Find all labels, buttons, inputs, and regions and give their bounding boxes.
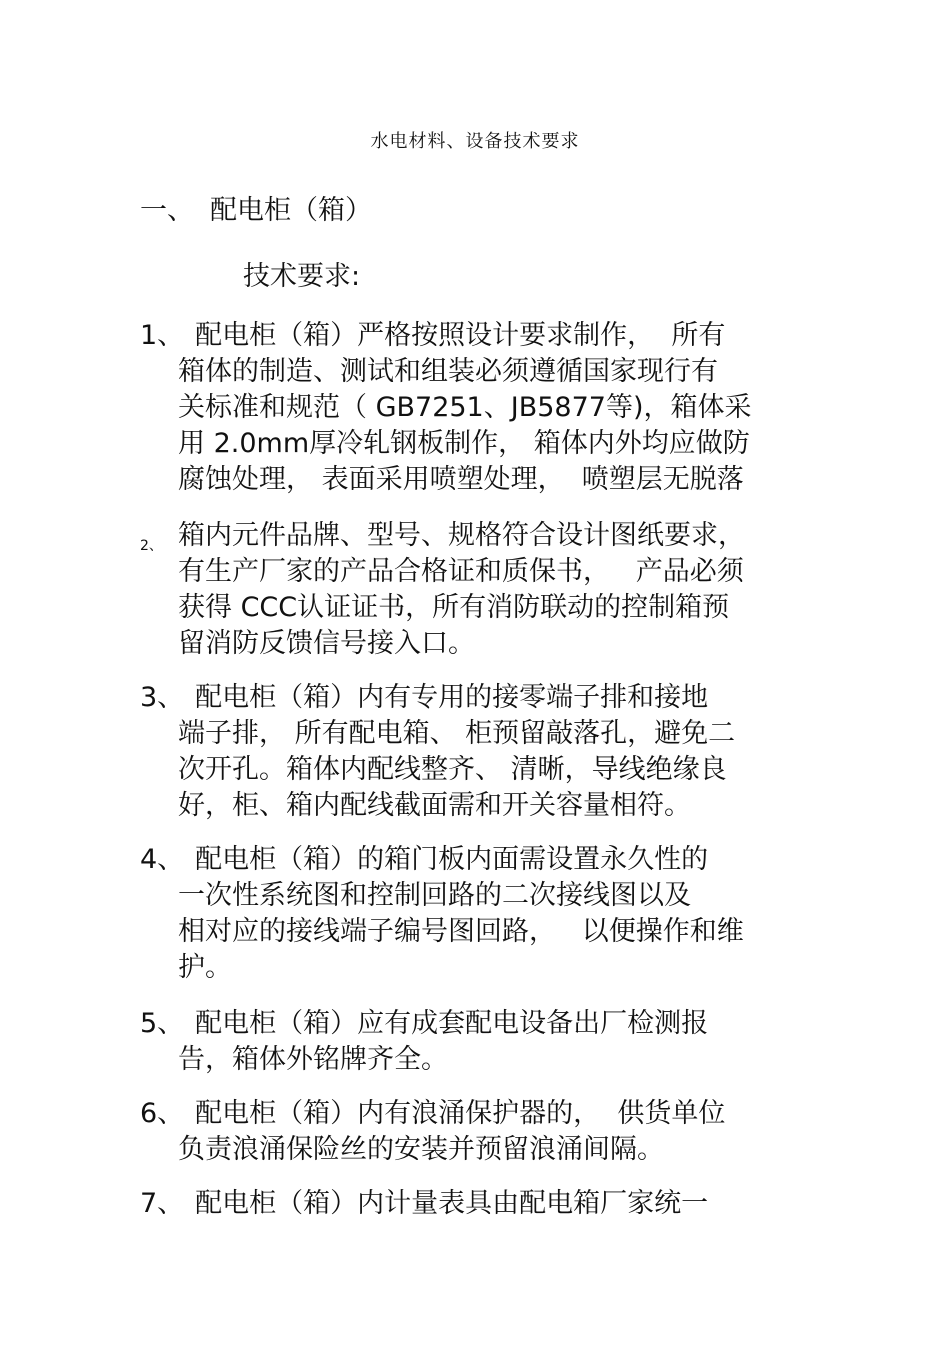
section-title: 配电柜（箱） (210, 195, 372, 226)
item-line: 箱体的制造、测试和组装必须遵循国家现行有 (178, 356, 718, 387)
section-heading (140, 194, 372, 228)
item-line: 好，柜、箱内配线截面需和开关容量相符。 (178, 790, 691, 821)
item-line: 有生产厂家的产品合格证和质保书， 产品必须 (178, 556, 744, 587)
item-line: 次开孔。箱体内配线整齐、 清晰，导线绝缘良 (178, 754, 727, 785)
item-line: 一次性系统图和控制回路的二次接线图以及 (178, 880, 691, 911)
item-line: 告，箱体外铭牌齐全。 (178, 1044, 448, 1075)
item-number: 4、 (140, 844, 185, 875)
item-line: 配电柜（箱）严格按照设计要求制作， 所有 (178, 320, 726, 351)
item-number: 2、 (140, 538, 163, 554)
item-number: 1、 (140, 320, 185, 351)
section-number: 一、 (140, 195, 194, 226)
item-number: 6、 (140, 1098, 185, 1129)
item-line: 获得 CCC认证证书，所有消防联动的控制箱预 (178, 592, 730, 623)
item-line: 配电柜（箱）应有成套配电设备出厂检测报 (178, 1008, 709, 1039)
sub-heading: 技术要求: (243, 261, 361, 292)
item-line: 配电柜（箱）的箱门板内面需设置永久性的 (178, 844, 709, 875)
item-number: 7、 (140, 1188, 185, 1219)
item-line: 负责浪涌保险丝的安装并预留浪涌间隔。 (178, 1134, 664, 1165)
item-number: 5、 (140, 1008, 185, 1039)
item-line: 相对应的接线端子编号图回路， 以便操作和维 (178, 916, 744, 947)
item-line: 配电柜（箱）内有专用的接零端子排和接地 (178, 682, 709, 713)
item-line: 配电柜（箱）内计量表具由配电箱厂家统一 (178, 1188, 709, 1219)
document-title: 水电材料、设备技术要求 (370, 131, 580, 152)
item-line: 腐蚀处理， 表面采用喷塑处理， 喷塑层无脱落 (178, 464, 744, 495)
item-number: 3、 (140, 682, 185, 713)
item-line: 端子排， 所有配电箱、 柜预留敲落孔，避免二 (178, 718, 736, 749)
item-line: 护。 (178, 952, 232, 983)
item-line: 用 2.0mm厚冷轧钢板制作， 箱体内外均应做防 (178, 428, 750, 459)
item-line: 箱内元件品牌、型号、规格符合设计图纸要求， (178, 520, 745, 551)
item-line: 留消防反馈信号接入口。 (178, 628, 475, 659)
item-line: 关标准和规范（ GB7251、JB5877等)，箱体采 (178, 392, 752, 423)
item-line: 配电柜（箱）内有浪涌保护器的， 供货单位 (178, 1098, 726, 1129)
